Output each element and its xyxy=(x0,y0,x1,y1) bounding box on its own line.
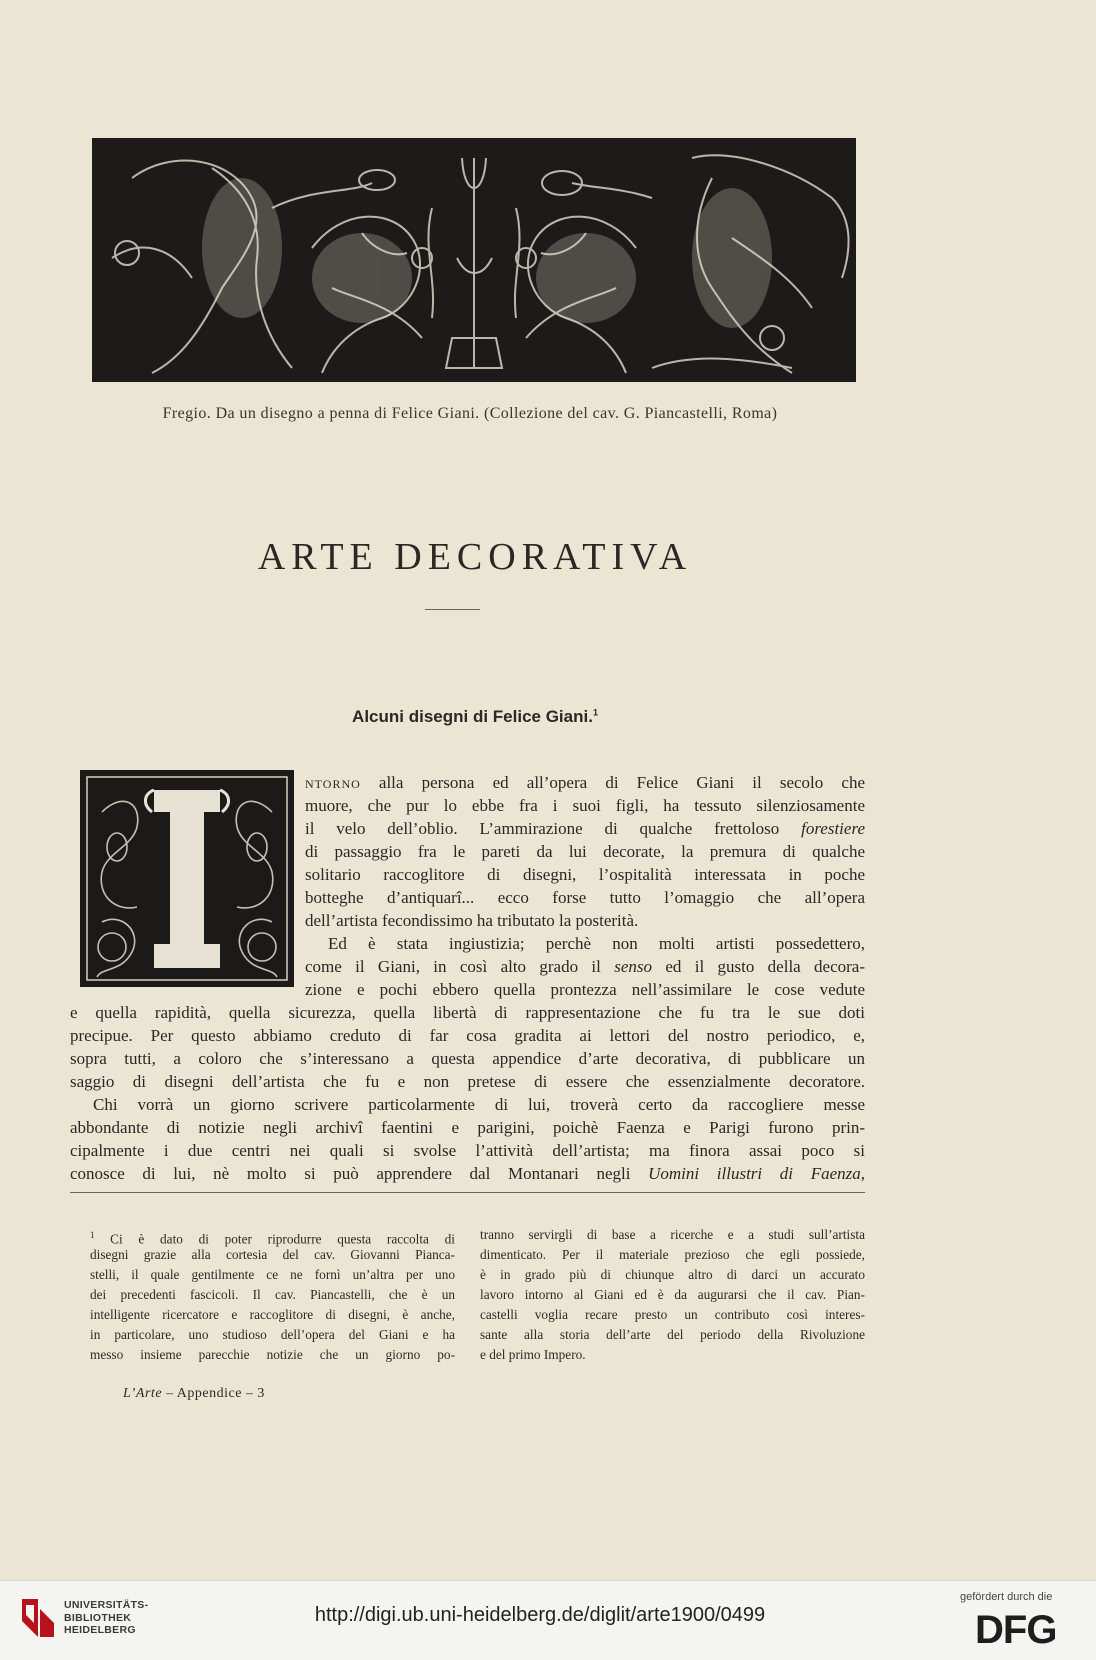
text-line-6: botteghe d’antiquarî... ecco forse tutto l’omaggio che all’opera xyxy=(305,888,865,907)
text-line-9: come il Giani, in così alto grado il senso ed il gusto della decora- xyxy=(305,957,866,976)
footnote-line: dei precedenti fascicoli. Il cav. Piancastelli, che è un xyxy=(90,1287,455,1302)
subtitle-text: Alcuni disegni di Felice Giani. xyxy=(352,707,593,726)
footnote-line: dimenticato. Per il materiale prezioso che egli possiede, xyxy=(480,1247,865,1262)
text-line-1: NTORNO alla persona ed all’opera di Felice Giani il secolo che xyxy=(305,773,865,792)
footnote-line: è in grado più di chiunque altro di darci un accurato xyxy=(480,1267,865,1282)
funder-label: gefördert durch die xyxy=(960,1591,1053,1603)
footnote-line: stelli, il quale gentilmente ce ne fornì un’altra per uno xyxy=(90,1267,455,1282)
page-signature: L’Arte – Appendice – 3 xyxy=(123,1386,265,1401)
text-line-14: saggio di disegni dell’artista che fu e non pretese di essere che essenzialmente decoratore. xyxy=(70,1072,865,1091)
text-line-11: e quella rapidità, quella sicurezza, quella libertà di rappresentazione che fu tra le sue doti xyxy=(70,1003,865,1022)
figure-caption: Fregio. Da un disegno a penna di Felice Giani. (Collezione del cav. G. Piancastelli, Roma) xyxy=(162,405,778,422)
text-line-18: conosce di lui, nè molto si può apprendere dal Montanari negli Uomini illustri di Faenza, xyxy=(70,1164,865,1183)
text-line-2: muore, che pur lo ebbe fra i suoi figli, ha tessuto silenziosamente xyxy=(305,796,865,815)
permalink-url[interactable]: http://digi.ub.uni-heidelberg.de/diglit/arte1900/0499 xyxy=(314,1604,766,1626)
heidelberg-library-logo-icon xyxy=(18,1595,58,1641)
text-line-10: zione e pochi ebbero quella prontezza nell’assimilare le cose vedute xyxy=(305,980,865,999)
footnote-line: intelligente ricercatore e raccoglitore di disegni, è anche, xyxy=(90,1307,455,1322)
text-line-5: solitario raccoglitore di disegni, l’ospitalità interessata in poche xyxy=(305,865,865,884)
section-title: ARTE DECORATIVA xyxy=(257,536,693,578)
text-line-17: cipalmente i due centri nei quali si svolse l’attività dell’artista; ma finora assai poco si xyxy=(70,1141,865,1160)
footnote-line: castelli voglia recare presto un contributo così interes- xyxy=(480,1307,865,1322)
footnote-line: e del primo Impero. xyxy=(480,1347,586,1362)
text-line-4: di passaggio fra le pareti da lui decorate, la premura di qualche xyxy=(305,842,865,861)
footnote-line: $^1$ Ci è dato di poter riprodurre questa raccolta di xyxy=(90,1230,455,1247)
footnote-line: in particolare, uno studioso dell’opera del Giani e ha xyxy=(90,1327,455,1342)
footnote-line: tranno servirgli di base a ricerche e a studi sull’artista xyxy=(480,1227,865,1242)
institution-name: UNIVERSITÄTS- BIBLIOTHEK HEIDELBERG xyxy=(64,1599,149,1636)
text-line-13: sopra tutti, a coloro che s’interessano a questa appendice d’arte decorativa, di pubblicare un xyxy=(70,1049,865,1068)
text-line-16: abbondante di notizie negli archivî faentini e parigini, poichè Faenza e Parigi furono prin- xyxy=(70,1118,865,1137)
decorative-initial xyxy=(80,770,294,987)
frieze-illustration xyxy=(92,138,856,382)
footnote-marker: 1 xyxy=(592,707,598,718)
footnote-line: messo insieme parecchie notizie che un giorno po- xyxy=(90,1347,455,1362)
footnote-line: lavoro intorno al Giani ed è da augurarsi che il cav. Pian- xyxy=(480,1287,865,1302)
dfg-logo: DFG xyxy=(975,1608,1057,1652)
footnote-line: sante alla storia dell’arte del periodo della Rivoluzione xyxy=(480,1327,865,1342)
text-line-15: Chi vorrà un giorno scrivere particolarmente di lui, troverà certo da raccogliere messe xyxy=(93,1095,865,1114)
footnote-divider xyxy=(70,1192,865,1193)
title-divider xyxy=(425,609,480,610)
article-subtitle xyxy=(200,707,750,727)
library-banner xyxy=(0,1580,1096,1660)
text-line-8: Ed è stata ingiustizia; perchè non molti artisti possedettero, xyxy=(328,934,865,953)
text-line-7: dell’artista fecondissimo ha tributato la posterità. xyxy=(305,911,639,930)
footnote-line: disegni grazie alla cortesia del cav. Giovanni Pianca- xyxy=(90,1247,455,1262)
text-line-12: precipue. Per questo abbiamo creduto di far cosa gradita ai lettori del nostro periodico, e, xyxy=(70,1026,865,1045)
text-line-3: il velo dell’oblio. L’ammirazione di qualche frettoloso forestiere xyxy=(305,819,865,838)
